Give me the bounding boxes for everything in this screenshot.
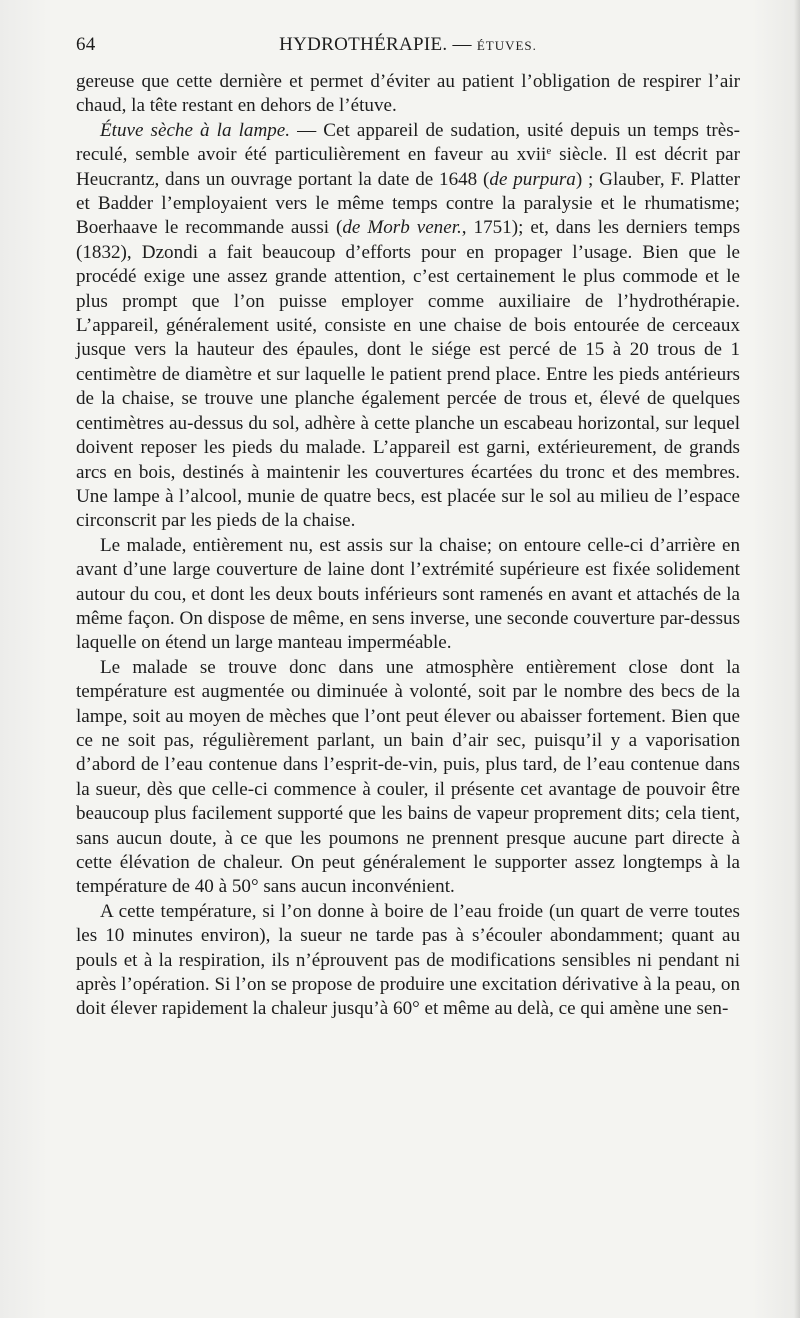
text-run: siècle. Il est décrit par Heucrantz, dans un ouvrage portant la date de 1648 ( <box>76 144 741 190</box>
text-run: ) ; Glauber, F. Platter et Badder l’employaient vers le même temps contre la paralysie et le rhumatisme; Boerhaave le recommande aussi ( <box>76 168 741 239</box>
text-run: Le malade, entièrement nu, est assis sur la chaise; on entoure celle-ci d’arrière en avant d’une large couverture de laine dont l’extrémité supérieure est fixée solidement autour du cou, et dont les deux bouts inférieurs sont ramenés en avant et attachés de la même façon. On dispose de même, en sens inverse, une seconde couverture par-dessus laquelle on étend un large manteau imperméable. <box>76 534 740 654</box>
italic-text: de Morb vener. <box>342 217 462 239</box>
title-separator: — <box>447 34 477 55</box>
book-title: HYDROTHÉRAPIE. <box>279 34 448 55</box>
paragraph-atmosphere <box>76 656 740 900</box>
running-head <box>76 34 740 64</box>
text-run: gereuse que cette dernière et permet d’éviter au patient l’obligation de respirer l’air chaud, la tête restant en dehors de l’étuve. <box>76 71 740 117</box>
paragraph-temperature <box>76 900 740 1022</box>
paragraph-malade-assis <box>76 534 740 656</box>
page-number: 64 <box>76 34 96 55</box>
superscript-text: e <box>546 145 552 158</box>
section-title: ÉTUVES. <box>476 38 537 53</box>
body-text <box>76 70 740 1022</box>
page-edge-shadow <box>794 0 800 1318</box>
text-run: Le malade se trouve donc dans une atmosphère entièrement close dont la température est augmentée ou diminuée à volonté, soit par le nombre des becs de la lampe, soit au moyen de mèches que l’ont peut élever ou abaisser fortement. Bien que ce ne soit pas, régulièrement parlant, un bain d’air sec, puisqu’il y a vaporisation d’abord de l’eau contenue dans l’esprit-de-vin, puis, plus tard, de l’eau contenue dans la sueur, dès que celle-ci commence à couler, il présente cet avantage de pouvoir être beaucoup plus facilement supporté que les bains de vapeur proprement dits; cela tient, sans aucun doute, à ce que les poumons ne prennent presque aucune part directe à cette élévation de chaleur. On peut généralement le supporter assez longtemps à la température de 40 à 50° sans aucun inconvénient. <box>76 656 740 898</box>
running-title <box>76 34 740 56</box>
paragraph-etuve-seche <box>76 119 740 534</box>
text-run: , 1751); et, dans les derniers temps (1832), Dzondi a fait beaucoup d’efforts pour en propager l’usage. Bien que le procédé exige une assez grande attention, c’est certainement le plus commode et le plus prompt que l’on puisse employer comme auxiliaire de l’hydrothérapie. L’appareil, généralement usité, consiste en une chaise de bois entourée de cerceaux jusque vers la hauteur des épaules, dont le siége est percé de 15 à 20 trous de 1 centimètre de diamètre et sur laquelle le patient prend place. Entre les pieds antérieurs de la chaise, se trouve une planche également percée de trous et, élevé de quelques centimètres au-dessus du sol, adhère à cette planche un escabeau horizontal, sur lequel doivent reposer les pieds du malade. L’appareil est garni, extérieurement, de grands arcs en bois, destinés à maintenir les couvertures écartées du tronc et des membres. Une lampe à l’alcool, munie de quatre becs, est placée sur le sol au milieu de l’espace circonscrit par les pieds de la chaise. <box>76 217 740 532</box>
paragraph-continued <box>76 70 740 119</box>
text-run: — Cet appareil de sudation, usité depuis un temps très-reculé, semble avoir été particulièrement en faveur au xvii <box>76 119 740 166</box>
italic-text: de purpura <box>489 168 576 190</box>
text-run: A cette température, si l’on donne à boire de l’eau froide (un quart de verre toutes les 10 minutes environ), la sueur ne tarde pas à s’écouler abondamment; quant au pouls et à la respiration, ils n’éprouvent pas de modifications sensibles ni pendant ni après l’opération. Si l’on se propose de produire une excitation dérivative à la peau, on doit élever rapidement la chaleur jusqu’à 60° et même au delà, ce qui amène une sen- <box>76 900 740 1020</box>
italic-text: Étuve sèche à la lampe. <box>100 119 291 141</box>
